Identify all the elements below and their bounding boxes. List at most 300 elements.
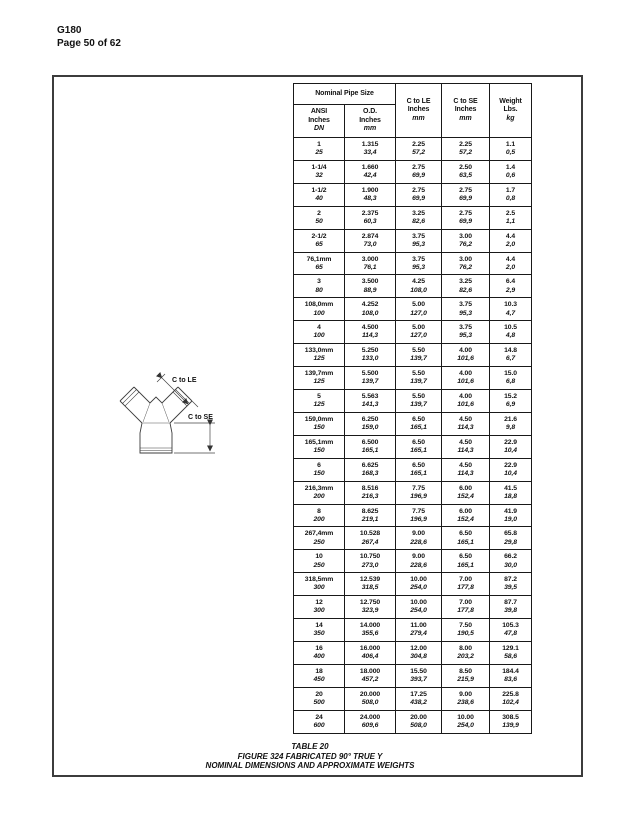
cell-od [345, 321, 396, 344]
nominal-size-inches: 12 [315, 599, 323, 607]
nominal-size-dn: 200 [313, 492, 325, 500]
weight-lbs: 10.3 [504, 301, 517, 309]
header-le-line3: mm [412, 114, 425, 122]
c-to-le-mm: 393,7 [410, 676, 427, 684]
c-to-se-mm: 101,6 [457, 401, 474, 409]
content-frame [52, 75, 583, 777]
c-to-le-mm: 165,1 [410, 446, 427, 454]
nominal-size-dn: 100 [313, 332, 325, 340]
cell-c-to-se [442, 229, 490, 252]
weight-lbs: 4.4 [505, 255, 516, 263]
od-mm: 457,2 [361, 676, 379, 684]
od-inches: 10.750 [359, 553, 381, 561]
cell-od [345, 641, 396, 664]
weight-kg: 29,8 [504, 538, 517, 546]
nominal-size-inches: 3 [317, 278, 321, 286]
cell-c-to-se [442, 344, 490, 367]
cell-nominal-size [294, 619, 345, 642]
nominal-size-dn: 50 [315, 217, 323, 225]
weight-lbs: 4.4 [505, 232, 516, 240]
nominal-size-dn: 32 [315, 172, 323, 180]
cell-c-to-le [396, 321, 442, 344]
cell-c-to-le [396, 458, 442, 481]
c-to-se-inches: 8.50 [459, 667, 472, 675]
header-wt-line2: Lbs. [503, 106, 518, 114]
header-ansi-line1: ANSI [310, 108, 328, 116]
c-to-se-inches: 7.00 [459, 576, 472, 584]
weight-lbs: 1.7 [505, 186, 516, 194]
cell-c-to-se [442, 458, 490, 481]
od-inches: 6.250 [361, 415, 379, 423]
od-mm: 33,4 [363, 149, 377, 157]
nominal-size-inches: 6 [317, 461, 321, 469]
cell-weight [490, 458, 532, 481]
cell-c-to-le [396, 252, 442, 275]
nominal-size-inches: 2 [317, 209, 321, 217]
c-to-le-inches: 20.00 [410, 713, 427, 721]
weight-kg: 2,9 [505, 286, 516, 294]
c-to-se-mm: 190,5 [457, 630, 474, 638]
header-od [345, 105, 396, 138]
weight-kg: 102,4 [502, 698, 519, 706]
c-to-se-mm: 95,3 [459, 332, 472, 340]
nominal-size-dn: 450 [313, 676, 325, 684]
table-row [294, 160, 532, 183]
c-to-le-mm: 438,2 [410, 698, 427, 706]
cell-nominal-size [294, 321, 345, 344]
cell-c-to-le [396, 641, 442, 664]
c-to-le-inches: 11.00 [410, 622, 427, 630]
od-inches: 1.660 [361, 163, 379, 171]
od-mm: 273,0 [361, 561, 379, 569]
cell-c-to-se [442, 573, 490, 596]
weight-kg: 39,5 [504, 584, 517, 592]
c-to-se-inches: 3.00 [459, 232, 472, 240]
c-to-se-inches: 3.75 [459, 324, 472, 332]
od-mm: 73,0 [363, 240, 377, 248]
weight-lbs: 1.4 [505, 163, 516, 171]
c-to-se-mm: 215,9 [457, 676, 474, 684]
cell-od [345, 573, 396, 596]
weight-kg: 58,6 [504, 653, 517, 661]
c-to-se-mm: 63,5 [459, 172, 472, 180]
nominal-size-inches: 10 [315, 553, 323, 561]
weight-kg: 2,0 [505, 240, 516, 248]
weight-kg: 4,7 [505, 309, 516, 317]
table-row [294, 458, 532, 481]
c-to-le-inches: 6.50 [412, 415, 425, 423]
nominal-size-inches: 318,5mm [304, 576, 334, 584]
nominal-size-inches: 5 [317, 392, 321, 400]
cell-c-to-le [396, 550, 442, 573]
c-to-le-mm: 82,6 [412, 217, 425, 225]
header-weight [490, 84, 532, 138]
c-to-le-mm: 165,1 [410, 424, 427, 432]
od-mm: 48,3 [363, 195, 377, 203]
weight-lbs: 6.4 [505, 278, 516, 286]
od-inches: 10.528 [359, 530, 381, 538]
c-to-se-inches: 4.00 [459, 392, 472, 400]
cell-od [345, 504, 396, 527]
c-to-se-mm: 165,1 [457, 561, 474, 569]
cell-nominal-size [294, 596, 345, 619]
cell-weight [490, 298, 532, 321]
od-inches: 20.000 [359, 690, 381, 698]
cell-weight [490, 344, 532, 367]
true-y-fitting-diagram [116, 365, 251, 490]
cell-nominal-size [294, 183, 345, 206]
c-to-se-mm: 82,6 [459, 286, 472, 294]
od-mm: 165,1 [361, 446, 379, 454]
od-mm: 267,4 [361, 538, 379, 546]
nominal-size-dn: 300 [313, 607, 325, 615]
weight-kg: 4,8 [505, 332, 516, 340]
cell-weight [490, 641, 532, 664]
cell-c-to-se [442, 389, 490, 412]
weight-lbs: 225.8 [502, 690, 519, 698]
c-to-se-inches: 4.00 [459, 347, 472, 355]
weight-lbs: 10.5 [504, 324, 517, 332]
table-row [294, 504, 532, 527]
nominal-size-dn: 150 [313, 424, 325, 432]
c-to-se-inches: 6.50 [459, 553, 472, 561]
weight-lbs: 21.6 [504, 415, 517, 423]
cell-weight [490, 275, 532, 298]
nominal-size-dn: 40 [315, 195, 323, 203]
c-to-le-inches: 6.50 [412, 438, 425, 446]
table-row [294, 664, 532, 687]
table-header [294, 84, 532, 138]
cell-c-to-le [396, 206, 442, 229]
cell-c-to-se [442, 412, 490, 435]
header-le-line2: Inches [407, 106, 430, 114]
cell-weight [490, 619, 532, 642]
c-to-le-mm: 196,9 [410, 515, 427, 523]
cell-nominal-size [294, 664, 345, 687]
c-to-se-mm: 69,9 [459, 195, 472, 203]
c-to-le-inches: 3.75 [412, 232, 425, 240]
table-row [294, 641, 532, 664]
cell-c-to-le [396, 344, 442, 367]
weight-lbs: 15.0 [504, 370, 517, 378]
nominal-size-dn: 250 [313, 538, 325, 546]
cell-weight [490, 527, 532, 550]
header-c-to-se [442, 84, 490, 138]
weight-kg: 47,8 [504, 630, 517, 638]
od-inches: 12.539 [359, 576, 381, 584]
c-to-se-mm: 101,6 [457, 355, 474, 363]
table-row [294, 298, 532, 321]
cell-c-to-se [442, 298, 490, 321]
cell-nominal-size [294, 435, 345, 458]
cell-nominal-size [294, 229, 345, 252]
weight-kg: 6,8 [505, 378, 516, 386]
c-to-le-inches: 3.25 [412, 209, 425, 217]
c-to-le-mm: 196,9 [410, 492, 427, 500]
od-inches: 18.000 [359, 667, 381, 675]
nominal-size-inches: 165,1mm [304, 438, 334, 446]
weight-lbs: 308.5 [502, 713, 519, 721]
cell-od [345, 550, 396, 573]
weight-kg: 83,6 [504, 676, 517, 684]
nominal-size-inches: 139,7mm [304, 370, 334, 378]
od-mm: 318,5 [361, 584, 379, 592]
weight-kg: 30,0 [504, 561, 517, 569]
dimensions-table [293, 83, 532, 734]
weight-lbs: 129.1 [502, 644, 519, 652]
weight-kg: 9,8 [505, 424, 516, 432]
cell-nominal-size [294, 550, 345, 573]
table-row [294, 687, 532, 710]
nominal-size-inches: 1 [317, 141, 321, 148]
cell-od [345, 687, 396, 710]
od-mm: 159,0 [361, 424, 379, 432]
c-to-le-mm: 69,9 [412, 195, 425, 203]
nominal-size-inches: 216,3mm [304, 484, 334, 492]
cell-c-to-le [396, 367, 442, 390]
c-to-le-inches: 9.00 [412, 553, 425, 561]
weight-kg: 10,4 [504, 469, 517, 477]
weight-kg: 0,6 [505, 172, 516, 180]
header-nominal-pipe-size [294, 84, 396, 105]
cell-nominal-size [294, 298, 345, 321]
od-inches: 3.500 [361, 278, 379, 286]
c-to-se-mm: 177,8 [457, 584, 474, 592]
c-to-se-inches: 4.50 [459, 461, 472, 469]
od-mm: 88,9 [363, 286, 377, 294]
od-inches: 4.500 [361, 324, 379, 332]
c-to-se-inches: 2.50 [459, 163, 472, 171]
c-to-le-mm: 304,8 [410, 653, 427, 661]
cell-od [345, 664, 396, 687]
c-to-le-mm: 254,0 [410, 607, 427, 615]
c-to-le-inches: 15.50 [410, 667, 427, 675]
cell-weight [490, 481, 532, 504]
nominal-size-dn: 25 [315, 149, 323, 157]
od-mm: 323,9 [361, 607, 379, 615]
c-to-se-mm: 76,2 [459, 240, 472, 248]
cell-nominal-size [294, 412, 345, 435]
weight-lbs: 15.2 [504, 392, 517, 400]
c-to-le-mm: 139,7 [410, 401, 427, 409]
od-inches: 3.000 [361, 255, 379, 263]
nominal-size-dn: 80 [315, 286, 323, 294]
cell-nominal-size [294, 573, 345, 596]
c-to-se-inches: 2.75 [459, 186, 472, 194]
cell-nominal-size [294, 160, 345, 183]
table-row [294, 344, 532, 367]
nominal-size-inches: 133,0mm [304, 347, 334, 355]
table-row [294, 527, 532, 550]
c-to-le-mm: 127,0 [410, 309, 427, 317]
c-to-se-mm: 254,0 [457, 721, 474, 729]
weight-kg: 1,1 [505, 217, 516, 225]
doc-header [57, 24, 121, 50]
table-row [294, 252, 532, 275]
cell-nominal-size [294, 252, 345, 275]
table-row [294, 275, 532, 298]
c-to-se-mm: 57,2 [459, 149, 472, 157]
table-body [294, 138, 532, 734]
header-c-to-le [396, 84, 442, 138]
weight-kg: 10,4 [504, 446, 517, 454]
cell-weight [490, 138, 532, 161]
c-to-le-inches: 9.00 [412, 530, 425, 538]
page-number: Page 50 of 62 [57, 38, 121, 49]
table-row [294, 138, 532, 161]
od-mm: 76,1 [363, 263, 377, 271]
cell-c-to-le [396, 160, 442, 183]
seam-lines [142, 403, 170, 423]
nominal-size-inches: 14 [315, 622, 323, 630]
cell-od [345, 298, 396, 321]
c-to-le-mm: 127,0 [410, 332, 427, 340]
weight-lbs: 87.2 [504, 576, 517, 584]
c-to-se-inches: 4.50 [459, 438, 472, 446]
cell-c-to-le [396, 664, 442, 687]
od-inches: 16.000 [359, 644, 381, 652]
nominal-size-dn: 150 [313, 446, 325, 454]
cell-od [345, 596, 396, 619]
table-row [294, 435, 532, 458]
c-to-se-inches: 6.00 [459, 484, 472, 492]
cell-weight [490, 435, 532, 458]
cell-od [345, 160, 396, 183]
nominal-size-dn: 125 [313, 401, 325, 409]
c-to-le-inches: 5.50 [412, 347, 425, 355]
cell-weight [490, 573, 532, 596]
c-to-se-mm: 238,6 [457, 698, 474, 706]
header-group-label: Nominal Pipe Size [315, 89, 374, 97]
table-row [294, 183, 532, 206]
cell-nominal-size [294, 275, 345, 298]
c-to-se-label: C to SE [188, 414, 213, 421]
c-to-le-inches: 2.75 [412, 186, 425, 194]
c-to-le-mm: 254,0 [410, 584, 427, 592]
c-to-le-label: C to LE [172, 377, 197, 384]
c-to-se-inches: 2.75 [459, 209, 472, 217]
cell-weight [490, 710, 532, 733]
nominal-size-dn: 100 [313, 309, 325, 317]
header-od-line2: Inches [359, 116, 381, 124]
nominal-size-dn: 65 [315, 240, 323, 248]
nominal-size-inches: 108,0mm [304, 301, 334, 309]
c-to-le-inches: 2.25 [412, 141, 425, 148]
nominal-size-inches: 1-1/4 [311, 163, 327, 171]
cell-nominal-size [294, 481, 345, 504]
c-to-le-inches: 4.25 [412, 278, 425, 286]
c-to-se-inches: 10.00 [457, 713, 474, 721]
cell-od [345, 389, 396, 412]
cell-od [345, 412, 396, 435]
c-to-le-inches: 17.25 [410, 690, 427, 698]
od-mm: 139,7 [361, 378, 379, 386]
cell-weight [490, 687, 532, 710]
cell-od [345, 527, 396, 550]
c-to-se-inches: 7.00 [459, 599, 472, 607]
cell-nominal-size [294, 344, 345, 367]
table-caption [54, 742, 566, 771]
nominal-size-inches: 2-1/2 [311, 232, 327, 240]
cell-c-to-le [396, 527, 442, 550]
c-to-le-inches: 7.75 [412, 507, 425, 515]
cell-od [345, 138, 396, 161]
nominal-size-dn: 200 [313, 515, 325, 523]
header-ansi-line3: DN [313, 125, 325, 133]
caption-table-number: TABLE 20 [291, 742, 329, 751]
cell-nominal-size [294, 527, 345, 550]
cell-c-to-le [396, 138, 442, 161]
od-mm: 133,0 [361, 355, 379, 363]
c-to-se-inches: 8.00 [459, 644, 472, 652]
c-to-se-inches: 9.00 [459, 690, 472, 698]
cell-c-to-le [396, 412, 442, 435]
nominal-size-dn: 600 [313, 721, 325, 729]
c-to-se-inches: 6.00 [459, 507, 472, 515]
nominal-size-inches: 24 [315, 713, 323, 721]
cell-c-to-se [442, 275, 490, 298]
cell-nominal-size [294, 687, 345, 710]
cell-c-to-se [442, 481, 490, 504]
c-to-le-mm: 57,2 [412, 149, 425, 157]
cell-c-to-se [442, 619, 490, 642]
od-inches: 6.500 [361, 438, 379, 446]
c-to-se-dimension [174, 423, 215, 453]
cell-c-to-le [396, 229, 442, 252]
od-mm: 141,3 [361, 401, 379, 409]
header-ansi-line2: Inches [308, 116, 330, 124]
cell-weight [490, 389, 532, 412]
header-od-line1: O.D. [363, 108, 377, 116]
nominal-size-inches: 76,1mm [306, 255, 332, 263]
cell-c-to-le [396, 389, 442, 412]
table-row [294, 550, 532, 573]
od-inches: 8.625 [361, 507, 379, 515]
nominal-size-inches: 18 [315, 667, 323, 675]
header-se-line1: C to SE [453, 97, 478, 105]
weight-lbs: 87.7 [504, 599, 517, 607]
od-inches: 1.315 [361, 141, 379, 148]
cell-c-to-le [396, 435, 442, 458]
cell-c-to-se [442, 138, 490, 161]
od-mm: 42,4 [363, 172, 377, 180]
od-inches: 4.252 [361, 301, 379, 309]
weight-kg: 2,0 [505, 263, 516, 271]
c-to-se-mm: 76,2 [459, 263, 472, 271]
c-to-le-inches: 12.00 [410, 644, 427, 652]
cell-weight [490, 412, 532, 435]
weight-kg: 6,7 [505, 355, 516, 363]
c-to-se-mm: 203,2 [457, 653, 474, 661]
caption-figure-title: FIGURE 324 FABRICATED 90° TRUE Y [237, 751, 383, 761]
c-to-se-mm: 114,3 [457, 469, 474, 477]
cell-weight [490, 321, 532, 344]
weight-kg: 19,0 [504, 515, 517, 523]
weight-lbs: 184.4 [502, 667, 519, 675]
od-inches: 2.375 [361, 209, 379, 217]
cell-nominal-size [294, 367, 345, 390]
c-to-le-inches: 2.75 [412, 163, 425, 171]
cell-c-to-le [396, 687, 442, 710]
c-to-le-inches: 5.00 [412, 324, 425, 332]
cell-c-to-le [396, 275, 442, 298]
nominal-size-inches: 8 [317, 507, 321, 515]
nominal-size-dn: 125 [313, 355, 325, 363]
weight-lbs: 22.9 [504, 461, 517, 469]
cell-weight [490, 504, 532, 527]
c-to-le-inches: 7.75 [412, 484, 425, 492]
cell-c-to-se [442, 321, 490, 344]
